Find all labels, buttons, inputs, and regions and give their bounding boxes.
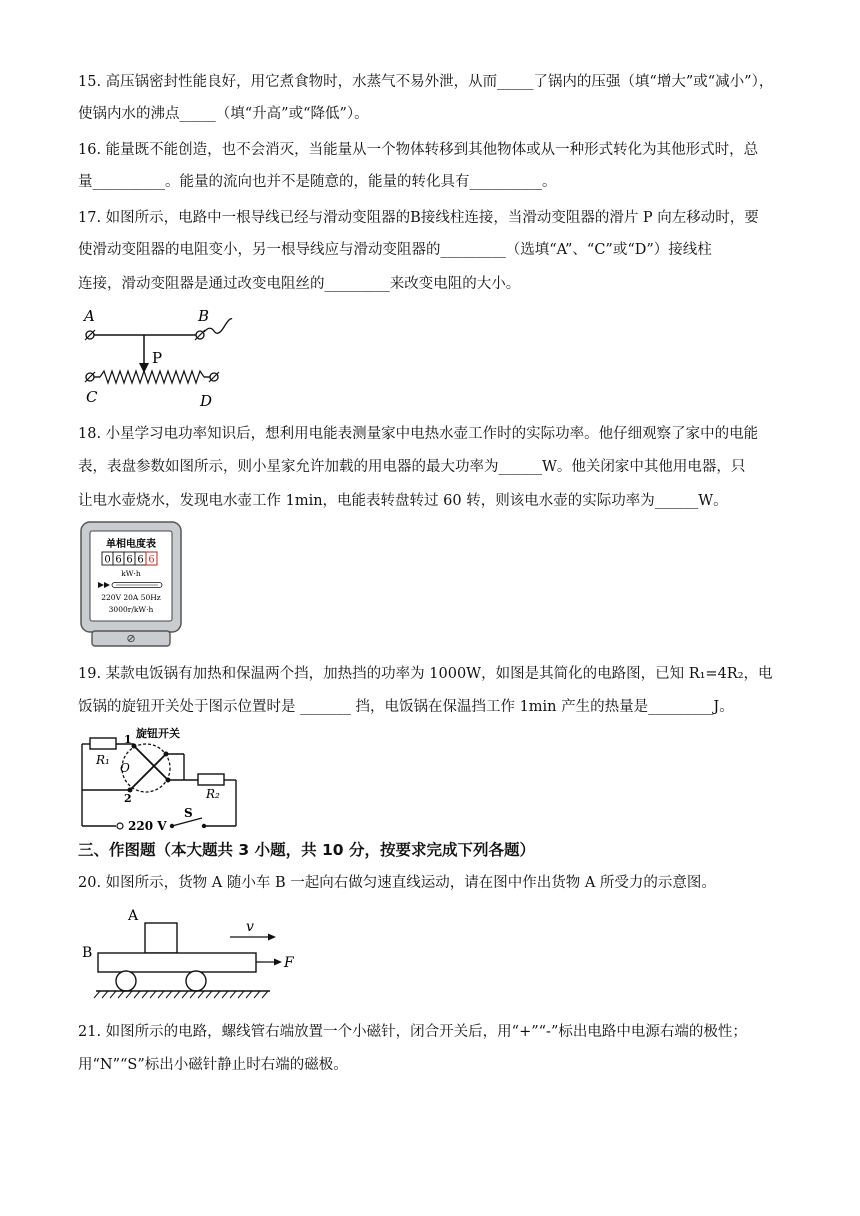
pin-2-label: 2 — [124, 792, 132, 805]
q15-line1: 15. 高压锅密封性能良好，用它煮食物时，水蒸气不易外泄，从而_____了锅内的压强（填“增大”或“减小”）， — [78, 74, 774, 90]
velocity-label: v — [246, 919, 254, 935]
meter-title: 单相电度表 — [106, 539, 156, 550]
q21-line2: 用“N”“S”标出小磁针静止时右端的磁极。 — [78, 1057, 348, 1073]
q18-line3: 让电水壶烧水，发现电水壶工作 1min，电能表转盘转过 60 转，则该电水壶的实际功率为______W。 — [78, 493, 728, 509]
q16-line2: 量__________。能量的流向也并不是随意的，能量的转化具有__________。 — [78, 174, 557, 190]
r2-label: R₂ — [206, 787, 220, 801]
pin-1-label: 1 — [124, 733, 132, 746]
q17-line1: 17. 如图所示，电路中一根导线已经与滑动变阻器的B接线柱连接，当滑动变阻器的滑片 P 向左移动时，要 — [78, 210, 759, 226]
rotary-switch-label: 旋钮开关 — [136, 727, 180, 740]
q21-line1: 21. 如图所示的电路，螺线管右端放置一个小磁针，闭合开关后，用“+”“-”标出电路中电源右端的极性； — [78, 1024, 747, 1040]
terminal-b-label: B — [198, 307, 210, 325]
switch-center-label: O — [120, 761, 130, 775]
source-label: 220 V — [128, 819, 167, 833]
meter-spec-1: 220V 20A 50Hz — [101, 593, 161, 602]
cart-wheel — [186, 971, 206, 991]
meter-spec-2: 3000r/kW·h — [108, 605, 154, 614]
q17-line2: 使滑动变阻器的电阻变小，另一根导线应与滑动变阻器的_________（选填“A”、“C”或“D”）接线柱 — [78, 242, 712, 258]
meter-digit: 6 — [137, 554, 144, 566]
q18-line1: 18. 小星学习电功率知识后，想利用电能表测量家中电热水壶工作时的实际功率。他仔细观察了家中的电能 — [78, 426, 759, 442]
cart-b-label: B — [82, 945, 93, 961]
cart-b — [98, 953, 256, 972]
terminal-d-label: D — [200, 392, 213, 410]
meter-digit: 6 — [115, 554, 122, 566]
r1-label: R₁ — [96, 753, 110, 767]
terminal-a-label: A — [84, 307, 95, 325]
terminal-c-label: C — [86, 388, 98, 406]
cart-wheel — [116, 971, 136, 991]
rheostat-diagram — [78, 305, 238, 413]
force-label: F — [284, 955, 294, 971]
cart-diagram — [78, 905, 308, 1001]
rice-cooker-circuit — [78, 724, 242, 834]
cargo-a-label: A — [128, 908, 139, 924]
cargo-a — [145, 923, 177, 953]
q17-line3: 连接，滑动变阻器是通过改变电阻丝的_________来改变电阻的大小。 — [78, 276, 521, 292]
energy-meter — [80, 521, 182, 649]
meter-digit: 0 — [104, 554, 111, 566]
meter-unit: kW·h — [121, 569, 141, 578]
resistor-r2 — [198, 774, 224, 785]
meter-display — [102, 552, 157, 566]
q18-line2: 表，表盘参数如图所示，则小星家允许加载的用电器的最大功率为______W。他关闭家中其他用电器，只 — [78, 459, 746, 475]
switch-s-label: S — [184, 806, 193, 820]
resistance-wire — [100, 371, 204, 383]
meter-digit: 6 — [126, 554, 133, 566]
q15-line2: 使锅内水的沸点_____（填“升高”或“降低”）。 — [78, 106, 369, 122]
q20-line1: 20. 如图所示，货物 A 随小车 B 一起向右做匀速直线运动，请在图中作出货物 A 所受力的示意图。 — [78, 875, 716, 891]
q19-line1: 19. 某款电饭锅有加热和保温两个挡，加热挡的功率为 1000W，如图是其简化的电路图，已知 R₁=4R₂，电 — [78, 666, 773, 682]
meter-digit-decimal: 6 — [148, 554, 155, 566]
resistor-r1 — [90, 738, 116, 749]
section-heading: 三、作图题（本大题共 3 小题，共 10 分，按要求完成下列各题） — [78, 841, 535, 859]
slider-p-label: P — [152, 349, 163, 367]
q16-line1: 16. 能量既不能创造，也不会消灭，当能量从一个物体转移到其他物体或从一种形式转化为其他形式时，总 — [78, 142, 759, 158]
source-terminal — [117, 823, 123, 829]
q19-line2: 饭锅的旋钮开关处于图示位置时是 _______ 挡，电饭锅在保温挡工作 1min 产生的热量是_________J。 — [78, 699, 734, 715]
